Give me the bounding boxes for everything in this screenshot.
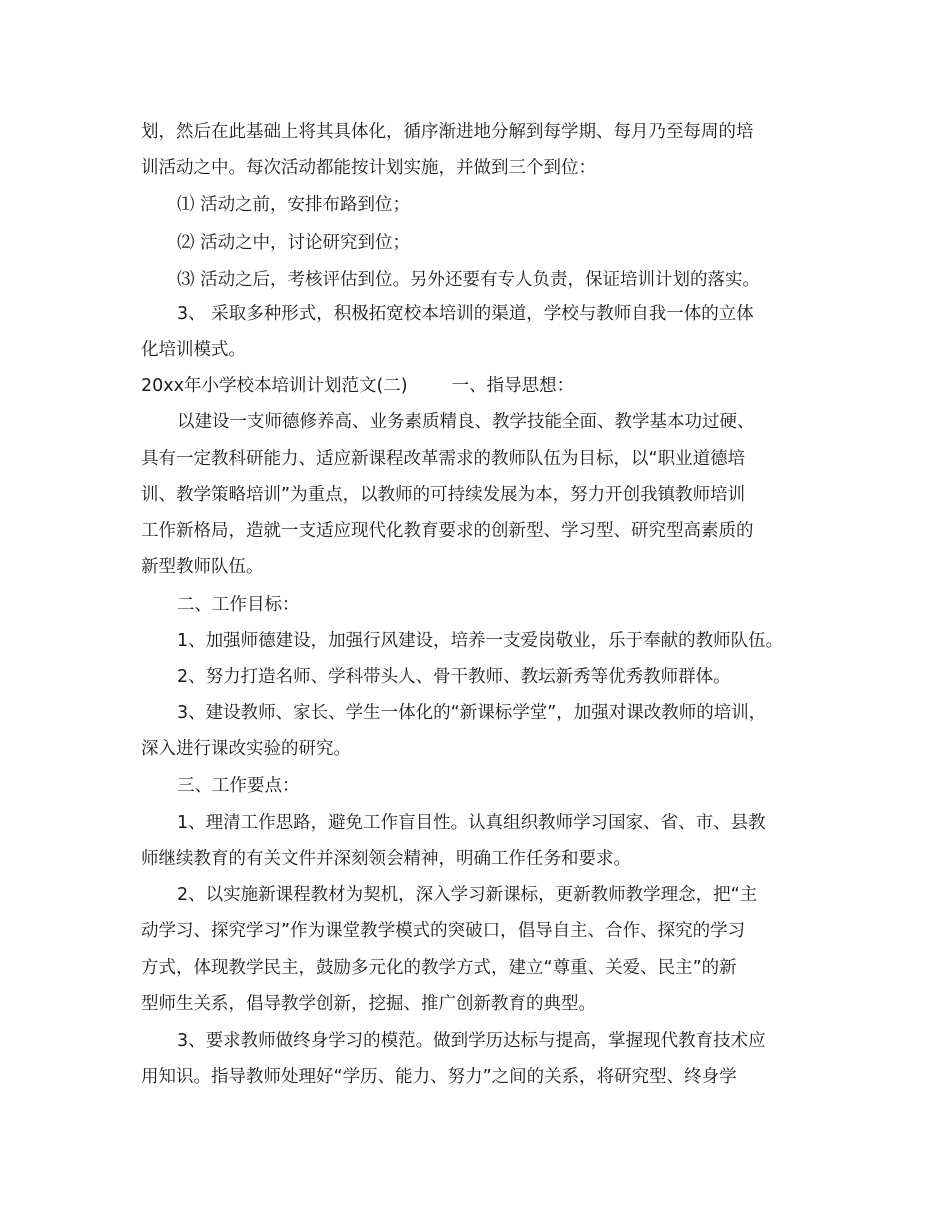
paragraph-line: 具有一定教科研能力、适应新课程改革需求的教师队伍为目标，以“职业道德培 (141, 449, 746, 469)
list-item: 3、 采取多种形式，积极拓宽校本培训的渠道，学校与教师自我一体的立体 (177, 304, 754, 324)
paragraph-line: 以建设一支师德修养高、业务素质精良、教学技能全面、教学基本功过硬、 (177, 412, 755, 432)
paragraph-line: 动学习、探究学习”作为课堂教学模式的突破口，倡导自主、合作、探究的学习 (141, 921, 746, 941)
list-item: ⑴ 活动之前，安排布路到位； (177, 195, 411, 215)
paragraph-line: 划，然后在此基础上将其具体化，循序渐进地分解到每学期、每月乃至每周的培 (141, 122, 754, 142)
paragraph-line: 深入进行课改实验的研究。 (141, 739, 351, 759)
section-heading: 二、工作目标： (177, 595, 300, 615)
paragraph-line: 用知识。指导教师处理好“学历、能力、努力”之间的关系，将研究型、终身学 (141, 1067, 737, 1087)
list-item: 2、以实施新课程教材为契机，深入学习新课标，更新教师教学理念，把“主 (177, 885, 758, 905)
document-title: 20xx年小学校本培训计划范文(二) (141, 376, 408, 396)
paragraph-line: 训、教学策略培训”为重点，以教师的可持续发展为本，努力开创我镇教师培训 (141, 485, 746, 505)
section-heading: 一、指导思想： (451, 376, 575, 396)
paragraph-line: 化培训模式。 (141, 340, 246, 360)
paragraph-line: 型师生关系，倡导教学创新，挖掘、推广创新教育的典型。 (141, 994, 596, 1014)
paragraph-line: 工作新格局，造就一支适应现代化教育要求的创新型、学习型、研究型高素质的 (141, 521, 754, 541)
section-heading: 三、工作要点： (177, 776, 300, 796)
list-item: ⑵ 活动之中，讨论研究到位； (177, 233, 411, 253)
list-item: 2、努力打造名师、学科带头人、骨干教师、教坛新秀等优秀教师群体。 (177, 667, 731, 687)
list-item: ⑶ 活动之后，考核评估到位。另外还要有专人负责，保证培训计划的落实。 (177, 270, 761, 290)
paragraph-line: 新型教师队伍。 (141, 557, 264, 577)
paragraph-line: 师继续教育的有关文件并深刻领会精神，明确工作任务和要求。 (141, 849, 631, 869)
list-item: 1、加强师德建设，加强行风建设，培养一支爱岗敬业，乐于奉献的教师队伍。 (177, 631, 784, 651)
paragraph-line: 方式，体现教学民主，鼓励多元化的教学方式，建立“尊重、关爱、民主”的新 (141, 958, 737, 978)
paragraph-line: 训活动之中。每次活动都能按计划实施，并做到三个到位： (141, 158, 596, 178)
section-heading-row (141, 368, 821, 404)
list-item: 3、要求教师做终身学习的模范。做到学历达标与提高，掌握现代教育技术应 (177, 1031, 766, 1051)
list-item: 3、建设教师、家长、学生一体化的“新课标学堂”，加强对课改教师的培训， (177, 703, 767, 723)
list-item: 1、理清工作思路，避免工作盲目性。认真组织教师学习国家、省、市、县教 (177, 813, 766, 833)
